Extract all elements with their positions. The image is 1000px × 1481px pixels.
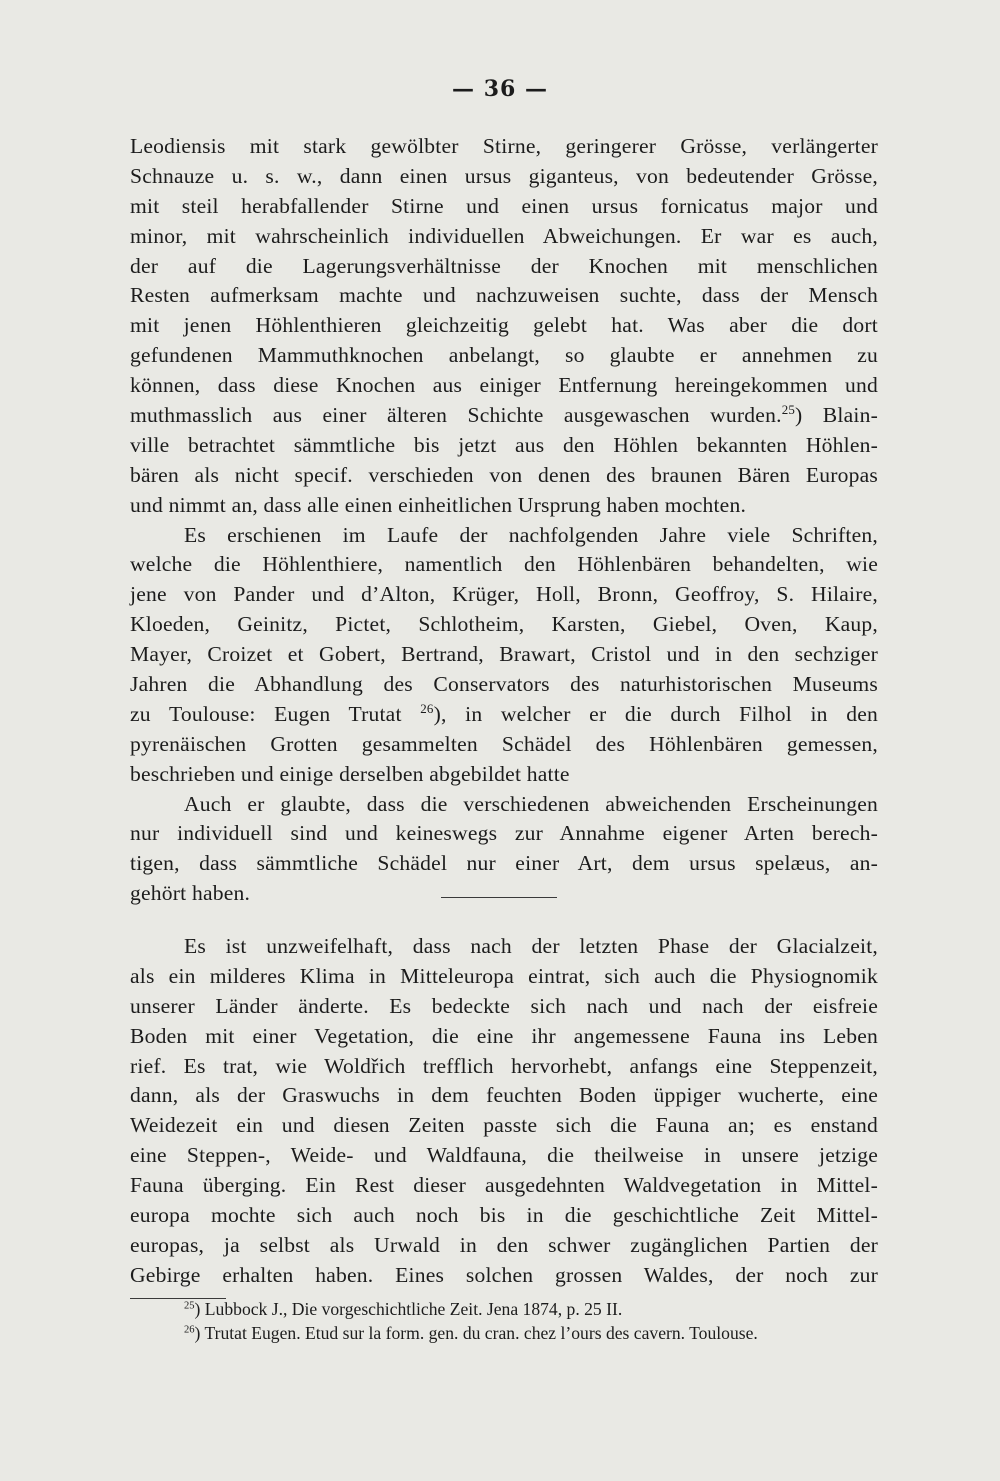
footnote-number: 25	[184, 1300, 195, 1312]
text-line-last: gehört haben.	[130, 881, 251, 906]
line-text-before-ref: muthmasslich aus einer älteren Schichte ausgewaschen wurden.	[130, 403, 782, 428]
text-line: jene von Pander und d’Alton, Krüger, Holl, Bronn, Geoffroy, S. Hilaire,	[130, 582, 878, 607]
text-line: gefundenen Mammuthknochen anbelangt, so glaubte er annehmen zu	[130, 343, 878, 368]
text-line: unserer Länder änderte. Es bedeckte sich nach und nach der eisfreie	[130, 993, 878, 1018]
footnote-26	[184, 1321, 884, 1345]
text-line: tigen, dass sämmtliche Schädel nur einer Art, dem ursus spelæus, an-	[130, 851, 878, 876]
text-line-with-footnote-ref	[130, 700, 878, 730]
paragraph-2	[130, 521, 878, 790]
text-line: nur individuell sind und keineswegs zur Annahme eigener Arten berech-	[130, 821, 878, 846]
footnote-reference-25: 25	[781, 402, 796, 418]
text-line: als ein milderes Klima in Mitteleuropa eintrat, sich auch die Physiognomik	[130, 963, 878, 988]
line-text-before-ref: zu Toulouse: Eugen Trutat	[130, 701, 421, 726]
text-line: mit steil herabfallender Stirne und einen ursus fornicatus major und	[130, 193, 878, 218]
text-line: rief. Es trat, wie Woldřich trefflich hervorhebt, anfangs eine Steppenzeit,	[130, 1053, 878, 1078]
footnote-number: 26	[184, 1324, 195, 1336]
text-line: Mayer, Croizet et Gobert, Bertrand, Brawart, Cristol und in den sechziger	[130, 642, 878, 667]
paragraph-4	[130, 932, 878, 1291]
text-block-upper	[130, 132, 878, 909]
text-line: Resten aufmerksam machte und nachzuweisen suchte, dass der Mensch	[130, 283, 878, 308]
section-divider	[441, 897, 557, 898]
text-line: Fauna überging. Ein Rest dieser ausgedehnten Waldvegetation in Mittel-	[130, 1173, 878, 1198]
text-line-first: Es erschienen im Laufe der nachfolgenden Jahre viele Schriften,	[184, 522, 878, 547]
footnote-reference-26: 26	[420, 701, 434, 717]
text-line: minor, mit wahrscheinlich individuellen Abweichungen. Er war es auch,	[130, 223, 878, 248]
text-line: welche die Höhlenthiere, namentlich den Höhlenbären behandelten, wie	[130, 552, 878, 577]
text-line: können, dass diese Knochen aus einiger Entfernung hereingekommen und	[130, 373, 878, 398]
footnote-25	[184, 1297, 884, 1321]
text-line-with-footnote-ref	[130, 401, 878, 431]
text-line: Weidezeit ein und diesen Zeiten passte sich die Fauna an; es enstand	[130, 1113, 878, 1138]
text-line-first: Auch er glaubte, dass die verschiedenen abweichenden Erscheinungen	[184, 791, 878, 816]
text-line: pyrenäischen Grotten gesammelten Schädel des Höhlenbären gemessen,	[130, 731, 878, 756]
page-number: — 36 —	[452, 76, 548, 102]
text-line: mit jenen Höhlenthieren gleichzeitig gelebt hat. Was aber die dort	[130, 313, 878, 338]
text-line: europa mochte sich auch noch bis in die geschichtliche Zeit Mittel-	[130, 1203, 878, 1228]
footnote-text: ) Trutat Eugen. Etud sur la form. gen. du cran. chez l’ours des cavern. Toulouse.	[194, 1323, 758, 1343]
text-block-lower	[130, 932, 878, 1291]
text-line: der auf die Lagerungsverhältnisse der Knochen mit menschlichen	[130, 253, 878, 278]
text-line-first: Es ist unzweifelhaft, dass nach der letzten Phase der Glacialzeit,	[184, 934, 878, 958]
text-line: Kloeden, Geinitz, Pictet, Schlotheim, Karsten, Giebel, Oven, Kaup,	[130, 612, 878, 637]
text-line-last: beschrieben und einige derselben abgebildet hatte	[130, 761, 570, 786]
text-line: Boden mit einer Vegetation, die eine ihr angemessene Fauna ins Leben	[130, 1023, 878, 1048]
text-line: ville betrachtet sämmtliche bis jetzt aus den Höhlen bekannten Höhlen-	[130, 432, 878, 457]
text-line: Gebirge erhalten haben. Eines solchen grossen Waldes, der noch zur	[130, 1262, 878, 1287]
text-line: bären als nicht specif. verschieden von denen des braunen Bären Europas	[130, 462, 878, 487]
text-line: eine Steppen-, Weide- und Waldfauna, die theilweise in unsere jetzige	[130, 1143, 878, 1168]
text-line-last: und nimmt an, dass alle einen einheitlichen Ursprung haben mochten.	[130, 492, 747, 517]
footnotes	[184, 1297, 884, 1345]
paragraph-3	[130, 790, 878, 910]
text-line: europas, ja selbst als Urwald in den schwer zugänglichen Partien der	[130, 1232, 878, 1257]
text-line: Jahren die Abhandlung des Conservators des naturhistorischen Museums	[130, 672, 878, 697]
text-line: Leodiensis mit stark gewölbter Stirne, geringerer Grösse, verlängerter	[130, 134, 878, 158]
text-line: dann, als der Graswuchs in dem feuchten Boden üppiger wucherte, eine	[130, 1083, 878, 1108]
line-text-after-ref: ) Blain-	[795, 403, 878, 428]
paragraph-1	[130, 132, 878, 521]
line-text-after-ref: ), in welcher er die durch Filhol in den	[433, 701, 879, 726]
text-line: Schnauze u. s. w., dann einen ursus giganteus, von bedeutender Grösse,	[130, 163, 878, 188]
footnote-text: ) Lubbock J., Die vorgeschichtliche Zeit. Jena 1874, p. 25 II.	[194, 1299, 623, 1319]
